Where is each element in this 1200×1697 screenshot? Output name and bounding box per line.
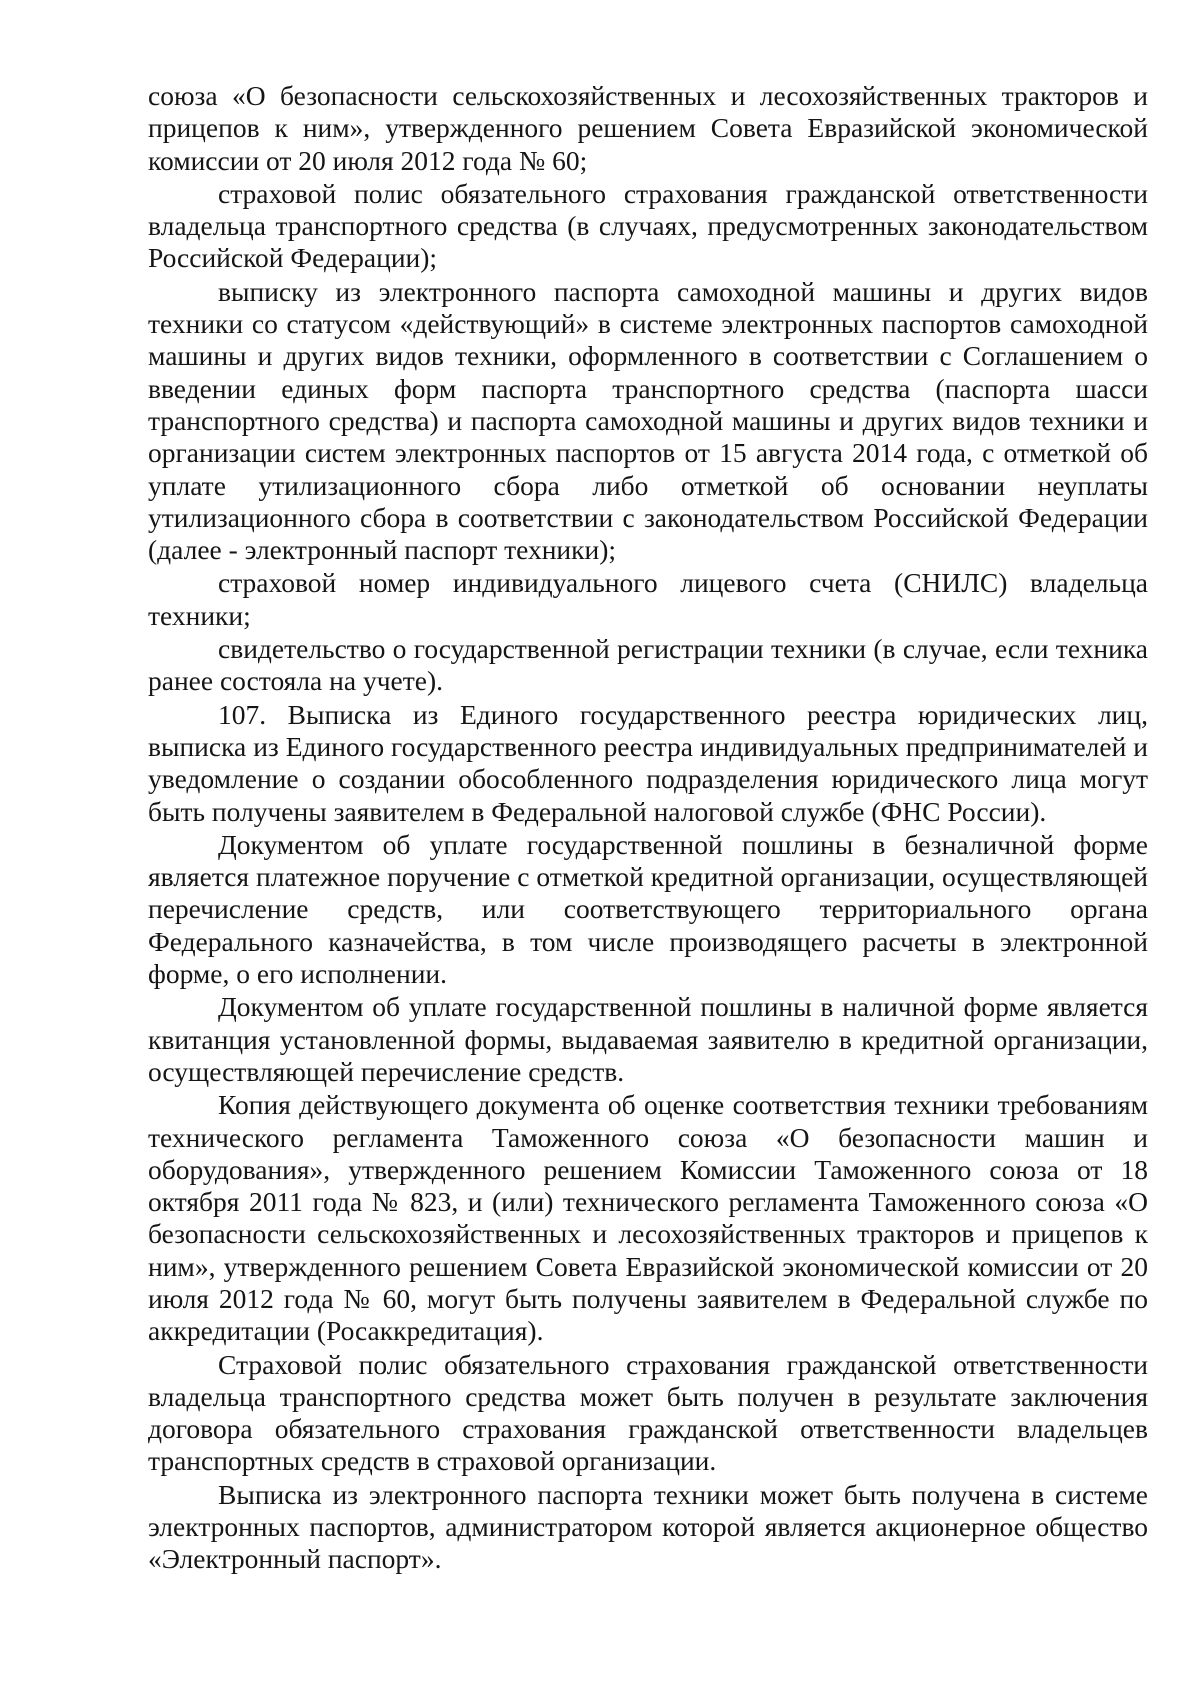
paragraph-cash-payment: Документом об уплате государственной пошлины в наличной форме является квитанция установленной формы, выдаваемая заявителю в кредитной организации, осуществляющей перечисление средств. xyxy=(148,991,1148,1087)
paragraph-107: 107. Выписка из Единого государственного реестра юридических лиц, выписка из Единого государственного реестра индивидуальных предпринимателей и уведомление о создании обособленного подразделения юридического лица могут быть получены заявителем в Федеральной налоговой службе (ФНС России). xyxy=(148,698,1148,827)
paragraph-cashless-payment: Документом об уплате государственной пошлины в безналичной форме является платежное поручение с отметкой кредитной организации, осуществляющей перечисление средств, или соответствующего территориального органа Федерального казначейства, в том числе производящего расчеты в электронной форме, о его исполнении. xyxy=(148,828,1148,990)
paragraph-registration-certificate-item: свидетельство о государственной регистрации техники (в случае, если техника ранее состояла на учете). xyxy=(148,633,1148,697)
paragraph-continuation: союза «О безопасности сельскохозяйственных и лесохозяйственных тракторов и прицепов к ним», утвержденного решением Совета Евразийской экономической комиссии от 20 июля 2012 года № 60; xyxy=(148,80,1148,176)
paragraph-conformity-document: Копия действующего документа об оценке соответствия техники требованиям технического регламента Таможенного союза «О безопасности машин и оборудования», утвержденного решением Комиссии Таможенного союза от 18 октября 2011 года № 823, и (или) технического регламента Таможенного союза «О безопасности сельскохозяйственных и лесохозяйственных тракторов и прицепов к ним», утвержденного решением Совета Евразийской экономической комиссии от 20 июля 2012 года № 60, могут быть получены заявителем в Федеральной службе по аккредитации (Росаккредитация). xyxy=(148,1089,1148,1347)
paragraph-insurance-policy-source: Страховой полис обязательного страхования гражданской ответственности владельца транспортного средства может быть получен в результате заключения договора обязательного страхования гражданской ответственности владельцев транспортных средств в страховой организации. xyxy=(148,1348,1148,1477)
paragraph-snils-item: страховой номер индивидуального лицевого счета (СНИЛС) владельца техники; xyxy=(148,567,1148,631)
paragraph-electronic-passport-item: выписку из электронного паспорта самоходной машины и других видов техники со статусом «действующий» в системе электронных паспортов самоходной машины и других видов техники, оформленного в соответствии с Соглашением о введении единых форм паспорта транспортного средства (паспорта шасси транспортного средства) и паспорта самоходной машины и других видов техники и организации систем электронных паспортов от 15 августа 2014 года, с отметкой об уплате утилизационного сбора либо отметкой об основании неуплаты утилизационного сбора в соответствии с законодательством Российской Федерации (далее - электронный паспорт техники); xyxy=(148,275,1148,566)
paragraph-insurance-policy-item: страховой полис обязательного страхования гражданской ответственности владельца транспортного средства (в случаях, предусмотренных законодательством Российской Федерации); xyxy=(148,177,1148,274)
paragraph-electronic-passport-source: Выписка из электронного паспорта техники может быть получена в системе электронных паспортов, администратором которой является акционерное общество «Электронный паспорт». xyxy=(148,1478,1148,1575)
document-page xyxy=(148,80,1148,1576)
